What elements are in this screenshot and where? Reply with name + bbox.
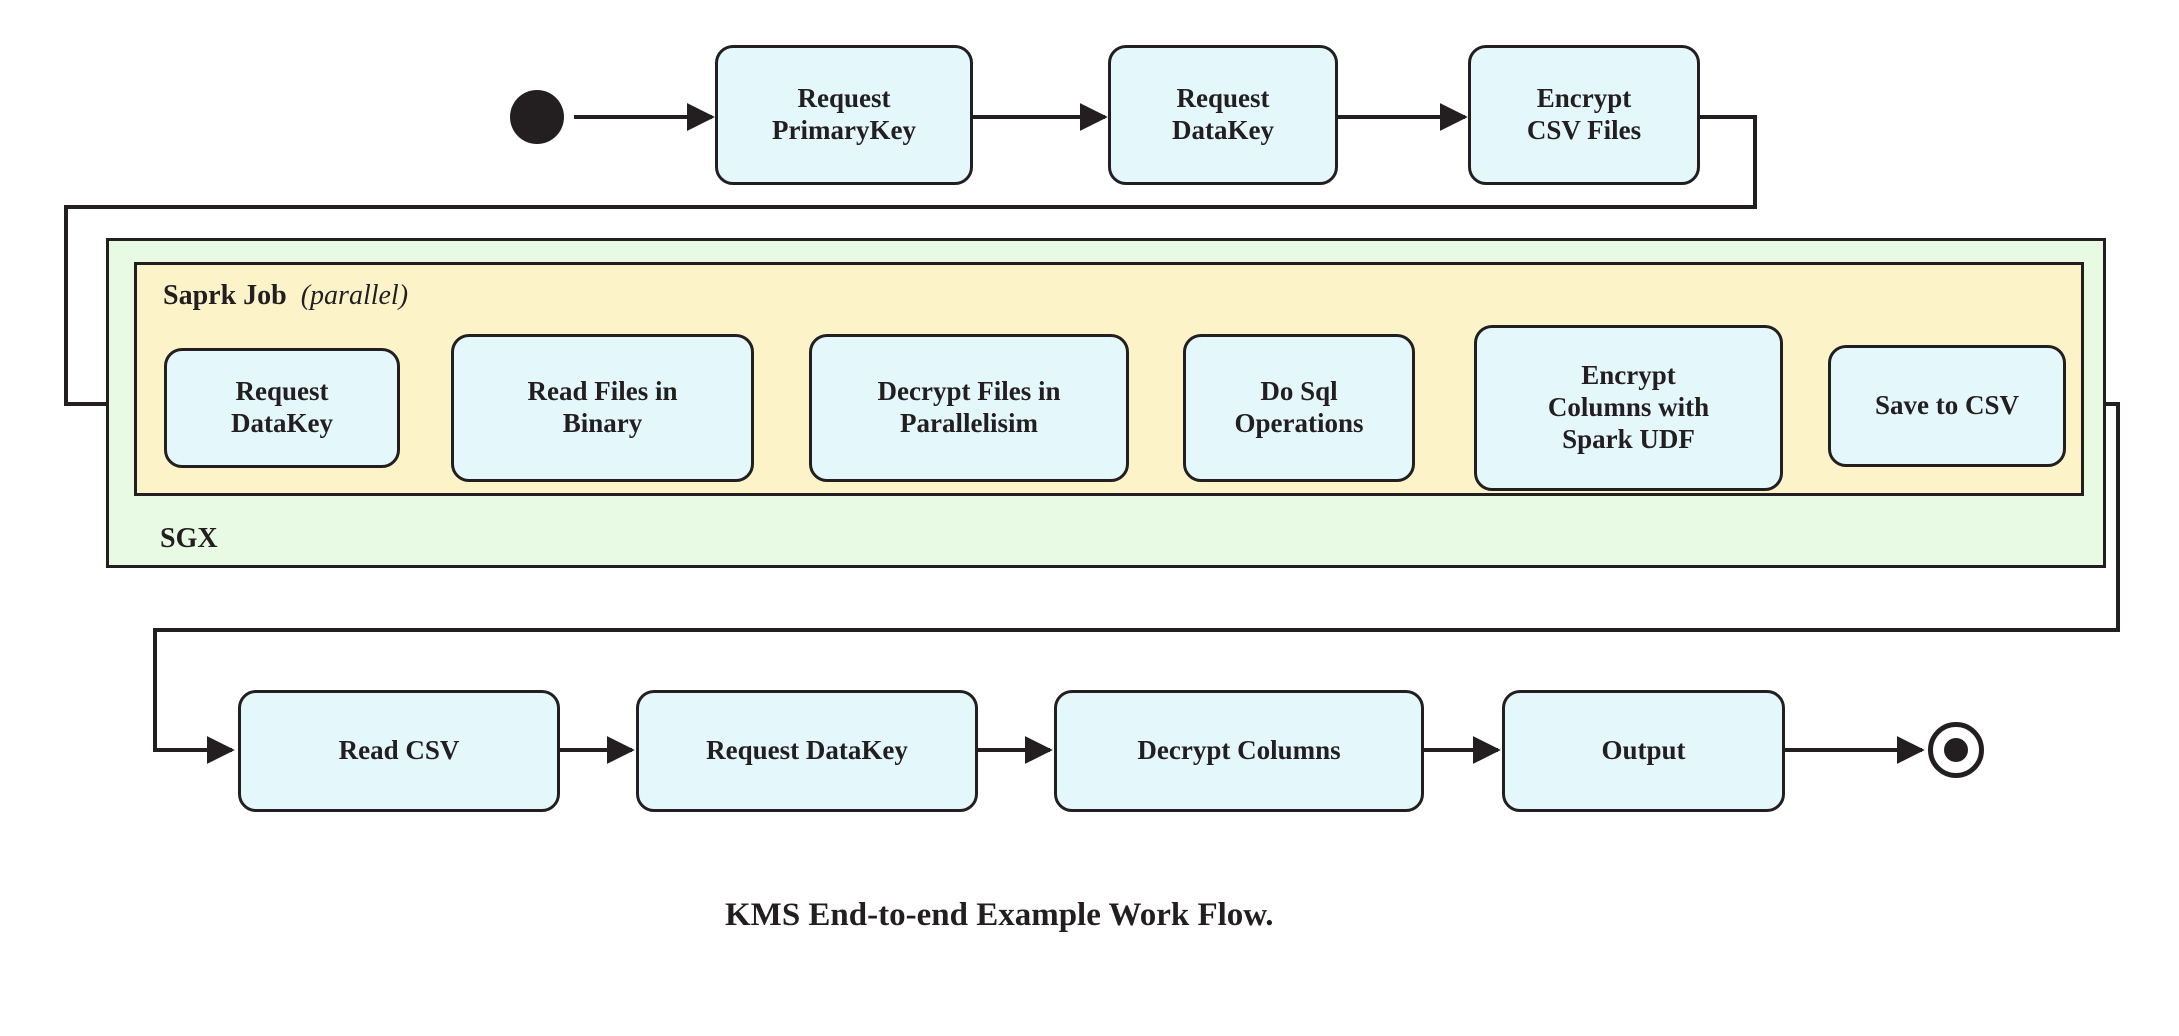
node-line-2: DataKey xyxy=(231,408,333,438)
group-spark-job-label xyxy=(163,280,408,312)
node-output[interactable] xyxy=(1502,690,1785,812)
node-request-datakey-bottom[interactable] xyxy=(636,690,978,812)
node-line-1: Encrypt xyxy=(1536,83,1632,114)
node-decrypt-columns[interactable] xyxy=(1054,690,1424,812)
node-decrypt-files-in-parallelisim[interactable] xyxy=(809,334,1129,482)
node-line-1: Output xyxy=(1601,735,1686,766)
node-line-1: Read Files in xyxy=(527,376,678,407)
node-line-2: Columns with xyxy=(1547,392,1710,423)
node-line-1: Decrypt Files in xyxy=(877,376,1061,407)
diagram-caption: KMS End-to-end Example Work Flow. xyxy=(725,897,1274,933)
node-line-1: Request xyxy=(235,376,329,407)
group-spark-job-label-italic: parallel xyxy=(310,280,399,311)
end-node xyxy=(1928,722,1984,778)
node-line-1: Do Sql xyxy=(1260,376,1338,407)
node-line-1: Read CSV xyxy=(338,735,460,766)
node-request-primarykey[interactable] xyxy=(715,45,973,185)
node-encrypt-csv-files[interactable] xyxy=(1468,45,1700,185)
node-line-2: CSV Files xyxy=(1526,115,1642,145)
node-do-sql-operations[interactable] xyxy=(1183,334,1415,482)
node-line-1: Encrypt xyxy=(1581,360,1676,391)
node-read-csv[interactable] xyxy=(238,690,560,812)
node-line-3: Spark UDF xyxy=(1562,423,1695,454)
node-line-2: PrimaryKey xyxy=(772,115,916,145)
node-line-2: Parallelisim xyxy=(900,408,1038,438)
group-spark-job-label-paren-open: ( xyxy=(300,280,311,311)
node-read-files-in-binary[interactable] xyxy=(451,334,754,482)
node-line-1: Save to CSV xyxy=(1874,390,2019,421)
node-request-datakey-spark[interactable] xyxy=(164,348,400,468)
group-spark-job-label-bold: Saprk Job xyxy=(163,280,287,311)
node-line-2: Binary xyxy=(562,408,643,438)
node-line-1: Decrypt Columns xyxy=(1137,735,1341,766)
node-line-1: Request xyxy=(1176,83,1270,114)
node-line-1: Request xyxy=(797,83,891,114)
node-request-datakey-top[interactable] xyxy=(1108,45,1338,185)
node-line-1: Request DataKey xyxy=(706,735,908,766)
node-line-2: Operations xyxy=(1234,408,1364,438)
start-node xyxy=(510,90,564,144)
node-save-to-csv[interactable] xyxy=(1828,345,2066,467)
group-spark-job-label-paren-close: ) xyxy=(398,280,409,311)
group-sgx-label: SGX xyxy=(160,523,218,554)
node-encrypt-columns-with-spark-udf[interactable] xyxy=(1474,325,1783,491)
node-line-2: DataKey xyxy=(1172,115,1274,145)
